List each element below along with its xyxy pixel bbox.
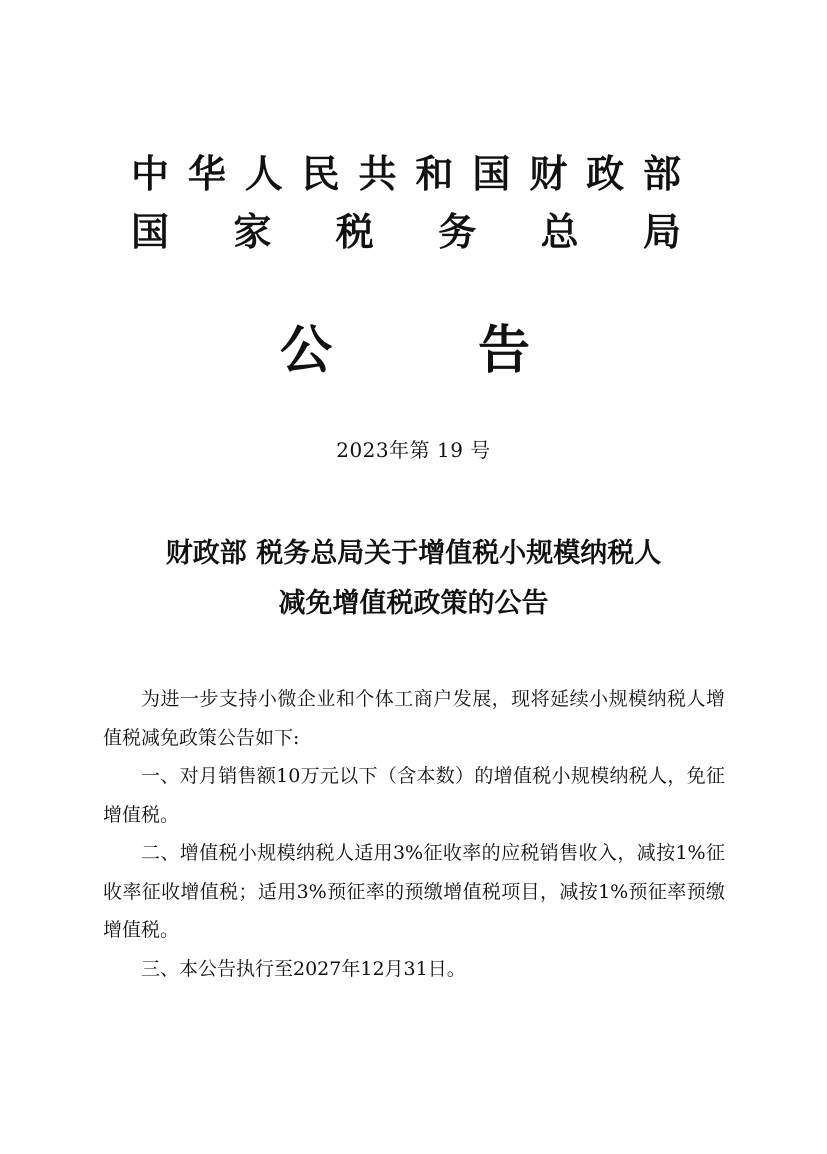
issuer-state-taxation-administration: 国 家 税 务 总 局 [131, 212, 681, 252]
body-paragraph-item-2: 二、增值税小规模纳税人适用3%征收率的应税销售收入，减按1%征收率征收增值税；适用3%预征率的预缴增值税项目，减按1%预征率预缴增值税。 [103, 842, 725, 941]
body-paragraph-item-1: 一、对月销售额10万元以下（含本数）的增值税小规模纳税人，免征增值税。 [103, 765, 725, 826]
document-number: 2023年第 19 号 [336, 438, 491, 462]
document-body [103, 680, 725, 988]
body-paragraph-intro: 为进一步支持小微企业和个体工商户发展，现将延续小规模纳税人增值税减免政策公告如下: [103, 688, 725, 749]
issuer-ministry-of-finance: 中华人民共和国财政部 [131, 154, 681, 194]
notice-label: 公 告 [280, 320, 530, 381]
body-paragraph-item-3: 三、本公告执行至2027年12月31日。 [141, 957, 466, 980]
document-title-line-1: 财政部 税务总局关于增值税小规模纳税人 [165, 538, 662, 569]
document-title-line-2: 减免增值税政策的公告 [278, 588, 549, 619]
